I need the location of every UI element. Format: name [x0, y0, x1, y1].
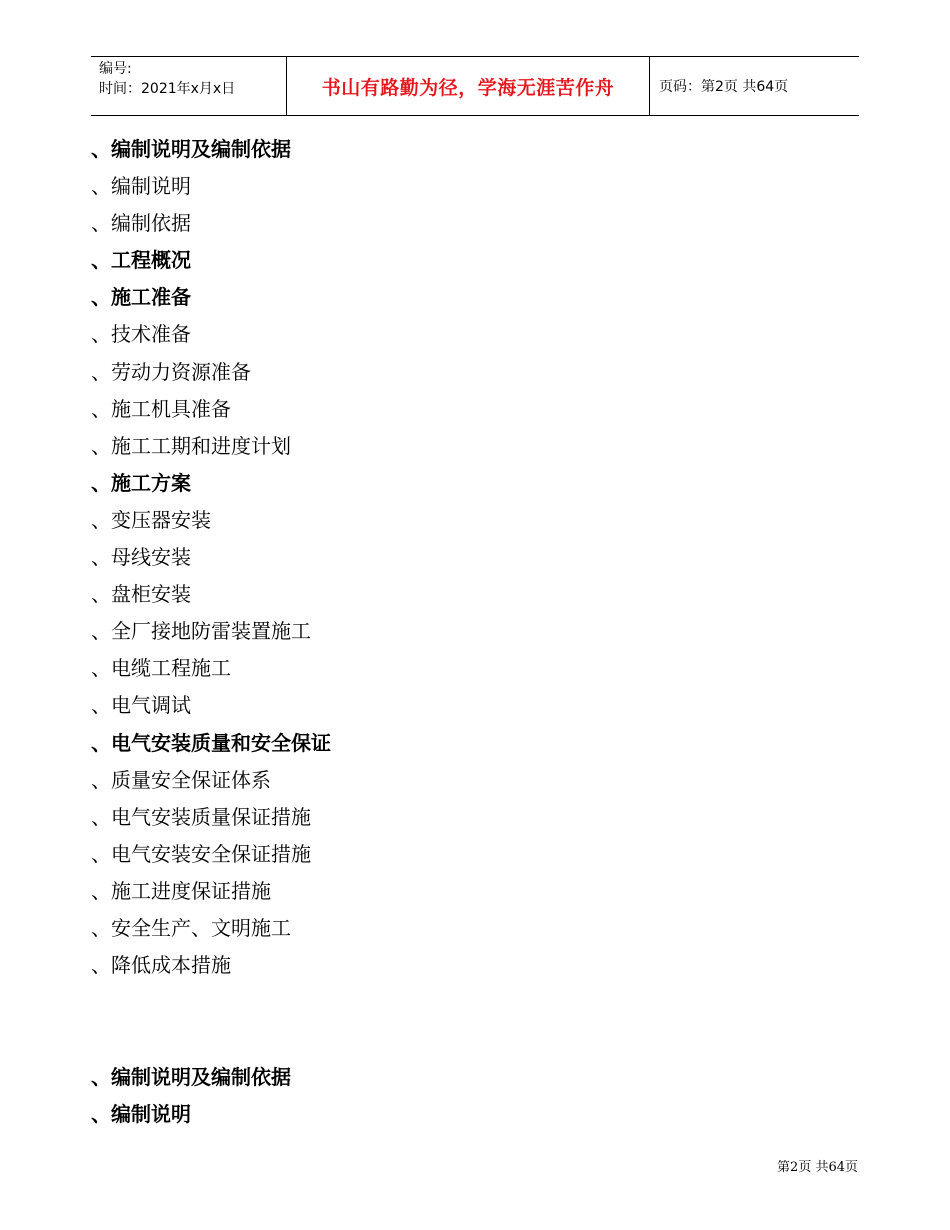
table-of-contents: [91, 131, 331, 984]
toc-item: 、技术准备: [91, 322, 191, 347]
footer-page-number: 第2页 共64页: [777, 1160, 858, 1175]
header-page-info: 页码：第2页 共64页: [659, 79, 789, 95]
toc-item: 、变压器安装: [91, 507, 211, 532]
toc-heading: 、施工准备: [91, 285, 191, 310]
section-heading: 、编制说明: [91, 1102, 191, 1126]
toc-item: 、编制说明: [91, 174, 191, 199]
toc-item: 、全厂接地防雷装置施工: [91, 619, 311, 644]
header-meta-cell: [91, 57, 286, 115]
toc-item: 、电气安装安全保证措施: [91, 841, 311, 866]
toc-item: 、降低成本措施: [91, 953, 231, 978]
document-number-label: 编号:: [99, 61, 132, 77]
header-page-cell: [650, 57, 859, 115]
toc-heading: 、工程概况: [91, 248, 191, 273]
document-header: [91, 56, 859, 116]
section-heading: 、编制说明及编制依据: [91, 1065, 291, 1089]
toc-item: 、母线安装: [91, 545, 191, 570]
toc-item: 、施工进度保证措施: [91, 878, 271, 903]
document-date: 时间：2021年x月x日: [99, 81, 236, 97]
header-motto: 书山有路勤为径，学海无涯苦作舟: [321, 76, 615, 99]
toc-item: 、施工工期和进度计划: [91, 433, 291, 458]
toc-item: 、劳动力资源准备: [91, 359, 251, 384]
toc-item: 、电气调试: [91, 693, 191, 718]
page-footer: [777, 1156, 858, 1175]
section-headings: [91, 1059, 291, 1133]
toc-item: 、电缆工程施工: [91, 656, 231, 681]
toc-item: 、电气安装质量保证措施: [91, 804, 311, 829]
toc-item: 、安全生产、文明施工: [91, 915, 291, 940]
header-motto-cell: [286, 57, 650, 115]
toc-item: 、盘柜安装: [91, 582, 191, 607]
toc-item: 、质量安全保证体系: [91, 767, 271, 792]
toc-heading: 、施工方案: [91, 470, 191, 495]
toc-heading: 、编制说明及编制依据: [91, 137, 291, 161]
toc-item: 、施工机具准备: [91, 396, 231, 421]
toc-item: 、编制依据: [91, 211, 191, 236]
toc-heading: 、电气安装质量和安全保证: [91, 730, 331, 755]
